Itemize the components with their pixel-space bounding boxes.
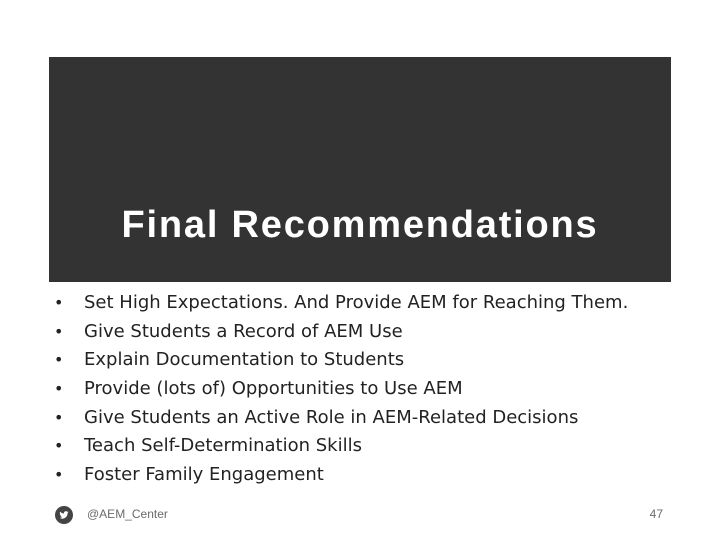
bullet-item [54, 461, 628, 490]
bullet-dot: • [54, 436, 64, 456]
bullet-text: Provide (lots of) Opportunities to Use AEM [84, 378, 463, 400]
bullet-text: Give Students an Active Role in AEM-Related Decisions [84, 406, 579, 428]
bullet-item [54, 375, 628, 404]
bullet-dot: • [54, 350, 64, 370]
bullet-item [54, 404, 628, 433]
bullet-dot: • [54, 379, 64, 399]
bullet-dot: • [54, 293, 64, 312]
bullet-text: Set High Expectations. And Provide AEM for Reaching Them. [84, 292, 629, 313]
footer-handle: @AEM_Center [87, 507, 168, 521]
bullet-text: Foster Family Engagement [84, 464, 324, 486]
bullet-item [54, 318, 628, 347]
bullet-item [54, 432, 628, 461]
bullet-text: Teach Self-Determination Skills [84, 435, 362, 457]
bullet-list [54, 289, 628, 490]
bullet-dot: • [54, 321, 64, 341]
slide-title: Final Recommendations [121, 204, 599, 246]
bullet-dot: • [54, 465, 64, 485]
title-band [49, 57, 671, 282]
bullet-text: Explain Documentation to Students [84, 349, 405, 371]
page-number: 47 [649, 507, 663, 521]
bullet-item [54, 289, 628, 318]
bullet-dot: • [54, 407, 64, 427]
twitter-bird-icon[interactable] [55, 506, 73, 524]
bullet-item [54, 346, 628, 375]
bullet-text: Give Students a Record of AEM Use [84, 320, 403, 342]
